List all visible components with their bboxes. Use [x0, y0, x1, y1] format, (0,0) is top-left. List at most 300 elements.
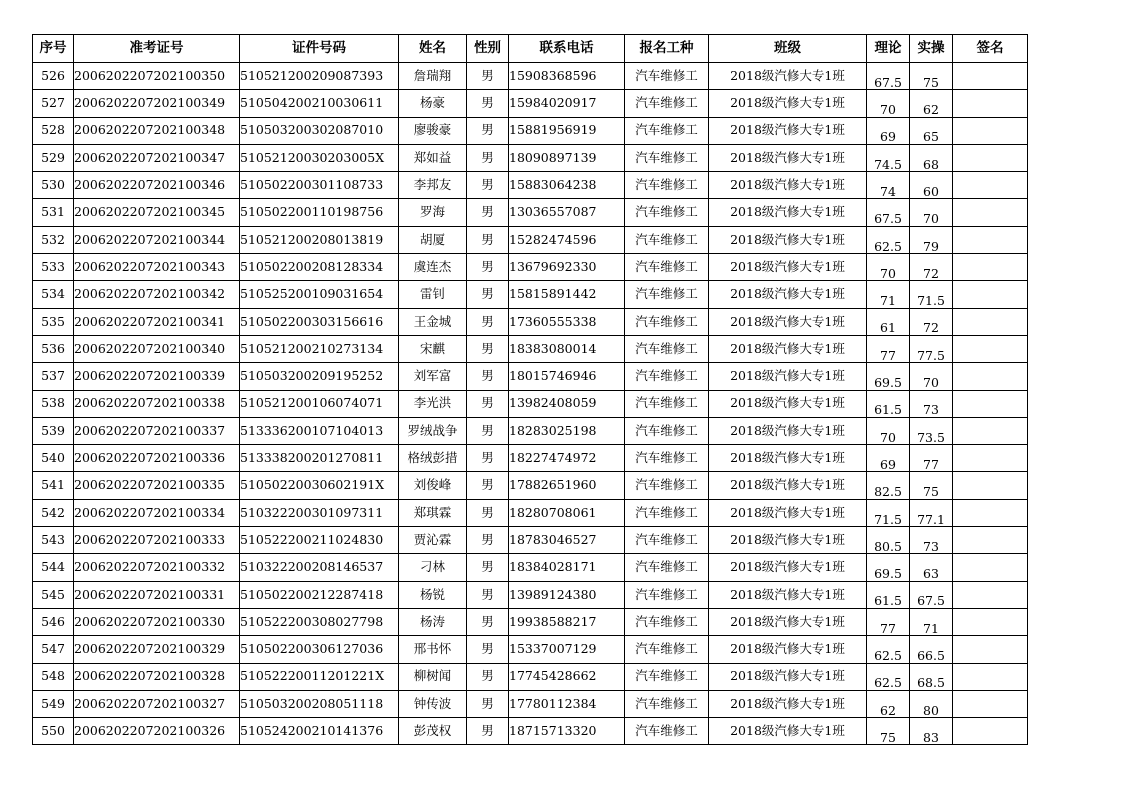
cell-phone: 15815891442 — [509, 281, 625, 308]
header-gender: 性别 — [467, 35, 509, 63]
table-row — [33, 363, 1028, 390]
cell-practice: 68 — [910, 144, 953, 171]
cell-practice: 60 — [910, 172, 953, 199]
cell-gender: 男 — [467, 554, 509, 581]
cell-name: 贾沁霖 — [399, 527, 467, 554]
cell-id-no: 510525200109031654 — [240, 281, 399, 308]
cell-id-no: 510502200208128334 — [240, 254, 399, 281]
header-signature: 签名 — [953, 35, 1028, 63]
cell-seq: 531 — [33, 199, 74, 226]
cell-exam-no: 2006202207202100348 — [74, 117, 240, 144]
cell-phone: 18283025198 — [509, 417, 625, 444]
cell-name: 虞连杰 — [399, 254, 467, 281]
cell-signature — [953, 199, 1028, 226]
cell-signature — [953, 226, 1028, 253]
cell-name: 李光洪 — [399, 390, 467, 417]
header-phone: 联系电话 — [509, 35, 625, 63]
cell-class: 2018级汽修大专1班 — [709, 445, 867, 472]
cell-name: 宋麒 — [399, 335, 467, 362]
cell-trade: 汽车维修工 — [625, 226, 709, 253]
cell-practice: 77.1 — [910, 499, 953, 526]
cell-trade: 汽车维修工 — [625, 663, 709, 690]
cell-signature — [953, 581, 1028, 608]
cell-seq: 533 — [33, 254, 74, 281]
cell-gender: 男 — [467, 527, 509, 554]
exam-roster-table — [32, 34, 1028, 745]
table-row — [33, 417, 1028, 444]
cell-exam-no: 2006202207202100339 — [74, 363, 240, 390]
cell-id-no: 510502200110198756 — [240, 199, 399, 226]
cell-phone: 15337007129 — [509, 636, 625, 663]
cell-gender: 男 — [467, 63, 509, 90]
cell-theory: 62.5 — [867, 226, 910, 253]
cell-class: 2018级汽修大专1班 — [709, 335, 867, 362]
cell-id-no: 510522200308027798 — [240, 608, 399, 635]
cell-practice: 71 — [910, 608, 953, 635]
cell-practice: 73.5 — [910, 417, 953, 444]
table-row — [33, 527, 1028, 554]
cell-phone: 19938588217 — [509, 608, 625, 635]
cell-theory: 62.5 — [867, 663, 910, 690]
cell-name: 柳树闻 — [399, 663, 467, 690]
cell-phone: 18715713320 — [509, 718, 625, 745]
cell-exam-no: 2006202207202100326 — [74, 718, 240, 745]
cell-phone: 15883064238 — [509, 172, 625, 199]
cell-signature — [953, 554, 1028, 581]
cell-seq: 535 — [33, 308, 74, 335]
cell-phone: 17360555338 — [509, 308, 625, 335]
cell-gender: 男 — [467, 636, 509, 663]
cell-trade: 汽车维修工 — [625, 636, 709, 663]
cell-signature — [953, 690, 1028, 717]
cell-seq: 548 — [33, 663, 74, 690]
cell-phone: 18783046527 — [509, 527, 625, 554]
cell-gender: 男 — [467, 172, 509, 199]
cell-trade: 汽车维修工 — [625, 335, 709, 362]
cell-name: 詹瑞翔 — [399, 63, 467, 90]
cell-id-no: 51052120030203005X — [240, 144, 399, 171]
cell-practice: 70 — [910, 363, 953, 390]
cell-class: 2018级汽修大专1班 — [709, 308, 867, 335]
cell-seq: 542 — [33, 499, 74, 526]
cell-exam-no: 2006202207202100343 — [74, 254, 240, 281]
cell-theory: 77 — [867, 608, 910, 635]
cell-class: 2018级汽修大专1班 — [709, 581, 867, 608]
cell-signature — [953, 308, 1028, 335]
cell-exam-no: 2006202207202100330 — [74, 608, 240, 635]
cell-signature — [953, 417, 1028, 444]
header-exam-no: 准考证号 — [74, 35, 240, 63]
cell-theory: 67.5 — [867, 63, 910, 90]
cell-name: 杨涛 — [399, 608, 467, 635]
cell-practice: 63 — [910, 554, 953, 581]
cell-class: 2018级汽修大专1班 — [709, 417, 867, 444]
cell-class: 2018级汽修大专1班 — [709, 226, 867, 253]
cell-signature — [953, 254, 1028, 281]
cell-class: 2018级汽修大专1班 — [709, 608, 867, 635]
cell-name: 郑如益 — [399, 144, 467, 171]
cell-trade: 汽车维修工 — [625, 144, 709, 171]
cell-id-no: 51052220011201221X — [240, 663, 399, 690]
cell-name: 刘军富 — [399, 363, 467, 390]
cell-exam-no: 2006202207202100337 — [74, 417, 240, 444]
table-row — [33, 554, 1028, 581]
cell-seq: 536 — [33, 335, 74, 362]
cell-theory: 71 — [867, 281, 910, 308]
cell-trade: 汽车维修工 — [625, 172, 709, 199]
cell-name: 彭茂权 — [399, 718, 467, 745]
cell-seq: 529 — [33, 144, 74, 171]
cell-gender: 男 — [467, 199, 509, 226]
table-row — [33, 581, 1028, 608]
cell-gender: 男 — [467, 335, 509, 362]
cell-name: 罗绒战争 — [399, 417, 467, 444]
cell-practice: 77.5 — [910, 335, 953, 362]
cell-gender: 男 — [467, 117, 509, 144]
table-row — [33, 718, 1028, 745]
cell-phone: 13989124380 — [509, 581, 625, 608]
cell-gender: 男 — [467, 499, 509, 526]
cell-id-no: 513338200201270811 — [240, 445, 399, 472]
cell-name: 胡厦 — [399, 226, 467, 253]
cell-class: 2018级汽修大专1班 — [709, 172, 867, 199]
cell-class: 2018级汽修大专1班 — [709, 199, 867, 226]
cell-trade: 汽车维修工 — [625, 554, 709, 581]
cell-practice: 65 — [910, 117, 953, 144]
cell-practice: 70 — [910, 199, 953, 226]
cell-signature — [953, 335, 1028, 362]
cell-seq: 550 — [33, 718, 74, 745]
cell-practice: 73 — [910, 527, 953, 554]
cell-id-no: 510521200210273134 — [240, 335, 399, 362]
cell-class: 2018级汽修大专1班 — [709, 527, 867, 554]
cell-gender: 男 — [467, 144, 509, 171]
cell-id-no: 510503200208051118 — [240, 690, 399, 717]
cell-signature — [953, 281, 1028, 308]
cell-name: 雷钊 — [399, 281, 467, 308]
cell-id-no: 513336200107104013 — [240, 417, 399, 444]
cell-class: 2018级汽修大专1班 — [709, 90, 867, 117]
cell-theory: 74.5 — [867, 144, 910, 171]
cell-phone: 15881956919 — [509, 117, 625, 144]
cell-seq: 541 — [33, 472, 74, 499]
table-row — [33, 636, 1028, 663]
cell-exam-no: 2006202207202100328 — [74, 663, 240, 690]
header-trade: 报名工种 — [625, 35, 709, 63]
cell-gender: 男 — [467, 90, 509, 117]
cell-seq: 545 — [33, 581, 74, 608]
cell-id-no: 510322200301097311 — [240, 499, 399, 526]
cell-trade: 汽车维修工 — [625, 417, 709, 444]
cell-id-no: 510502200303156616 — [240, 308, 399, 335]
header-name: 姓名 — [399, 35, 467, 63]
cell-class: 2018级汽修大专1班 — [709, 117, 867, 144]
cell-name: 刁林 — [399, 554, 467, 581]
cell-id-no: 510502200301108733 — [240, 172, 399, 199]
header-theory: 理论 — [867, 35, 910, 63]
cell-class: 2018级汽修大专1班 — [709, 390, 867, 417]
cell-trade: 汽车维修工 — [625, 690, 709, 717]
cell-signature — [953, 117, 1028, 144]
table-row — [33, 690, 1028, 717]
cell-trade: 汽车维修工 — [625, 581, 709, 608]
table-row — [33, 499, 1028, 526]
cell-phone: 15984020917 — [509, 90, 625, 117]
cell-id-no: 510502200306127036 — [240, 636, 399, 663]
cell-seq: 537 — [33, 363, 74, 390]
cell-theory: 69 — [867, 445, 910, 472]
cell-theory: 62 — [867, 690, 910, 717]
cell-exam-no: 2006202207202100346 — [74, 172, 240, 199]
cell-trade: 汽车维修工 — [625, 281, 709, 308]
cell-exam-no: 2006202207202100344 — [74, 226, 240, 253]
cell-phone: 17745428662 — [509, 663, 625, 690]
table-row — [33, 172, 1028, 199]
header-class: 班级 — [709, 35, 867, 63]
cell-seq: 539 — [33, 417, 74, 444]
table-row — [33, 308, 1028, 335]
cell-gender: 男 — [467, 390, 509, 417]
cell-seq: 534 — [33, 281, 74, 308]
cell-class: 2018级汽修大专1班 — [709, 718, 867, 745]
cell-theory: 70 — [867, 90, 910, 117]
cell-id-no: 510521200208013819 — [240, 226, 399, 253]
cell-trade: 汽车维修工 — [625, 445, 709, 472]
table-row — [33, 663, 1028, 690]
table-row — [33, 90, 1028, 117]
cell-phone: 15282474596 — [509, 226, 625, 253]
cell-exam-no: 2006202207202100334 — [74, 499, 240, 526]
cell-id-no: 510503200209195252 — [240, 363, 399, 390]
cell-name: 格绒彭措 — [399, 445, 467, 472]
cell-gender: 男 — [467, 363, 509, 390]
cell-trade: 汽车维修工 — [625, 363, 709, 390]
cell-trade: 汽车维修工 — [625, 472, 709, 499]
cell-phone: 13679692330 — [509, 254, 625, 281]
cell-practice: 67.5 — [910, 581, 953, 608]
cell-exam-no: 2006202207202100349 — [74, 90, 240, 117]
cell-seq: 538 — [33, 390, 74, 417]
cell-signature — [953, 363, 1028, 390]
cell-practice: 62 — [910, 90, 953, 117]
cell-trade: 汽车维修工 — [625, 117, 709, 144]
cell-class: 2018级汽修大专1班 — [709, 144, 867, 171]
table-row — [33, 226, 1028, 253]
cell-signature — [953, 472, 1028, 499]
cell-exam-no: 2006202207202100332 — [74, 554, 240, 581]
cell-id-no: 51050220030602191X — [240, 472, 399, 499]
cell-phone: 13982408059 — [509, 390, 625, 417]
table-row — [33, 63, 1028, 90]
cell-signature — [953, 90, 1028, 117]
cell-gender: 男 — [467, 472, 509, 499]
cell-practice: 72 — [910, 308, 953, 335]
cell-phone: 15908368596 — [509, 63, 625, 90]
cell-theory: 67.5 — [867, 199, 910, 226]
cell-seq: 527 — [33, 90, 74, 117]
cell-theory: 82.5 — [867, 472, 910, 499]
table-row — [33, 608, 1028, 635]
cell-phone: 17882651960 — [509, 472, 625, 499]
cell-class: 2018级汽修大专1班 — [709, 363, 867, 390]
cell-class: 2018级汽修大专1班 — [709, 472, 867, 499]
cell-signature — [953, 527, 1028, 554]
cell-theory: 69.5 — [867, 554, 910, 581]
cell-name: 邢书怀 — [399, 636, 467, 663]
cell-theory: 80.5 — [867, 527, 910, 554]
cell-trade: 汽车维修工 — [625, 527, 709, 554]
cell-trade: 汽车维修工 — [625, 608, 709, 635]
cell-practice: 75 — [910, 472, 953, 499]
cell-gender: 男 — [467, 254, 509, 281]
cell-seq: 530 — [33, 172, 74, 199]
cell-theory: 69 — [867, 117, 910, 144]
cell-practice: 77 — [910, 445, 953, 472]
cell-name: 罗海 — [399, 199, 467, 226]
cell-trade: 汽车维修工 — [625, 718, 709, 745]
table-row — [33, 254, 1028, 281]
cell-gender: 男 — [467, 718, 509, 745]
table-row — [33, 445, 1028, 472]
cell-gender: 男 — [467, 308, 509, 335]
cell-gender: 男 — [467, 226, 509, 253]
cell-gender: 男 — [467, 445, 509, 472]
cell-class: 2018级汽修大专1班 — [709, 690, 867, 717]
table-row — [33, 199, 1028, 226]
cell-exam-no: 2006202207202100345 — [74, 199, 240, 226]
cell-exam-no: 2006202207202100350 — [74, 63, 240, 90]
cell-seq: 546 — [33, 608, 74, 635]
cell-id-no: 510322200208146537 — [240, 554, 399, 581]
cell-signature — [953, 499, 1028, 526]
cell-theory: 70 — [867, 254, 910, 281]
cell-gender: 男 — [467, 690, 509, 717]
cell-exam-no: 2006202207202100338 — [74, 390, 240, 417]
cell-trade: 汽车维修工 — [625, 199, 709, 226]
cell-exam-no: 2006202207202100336 — [74, 445, 240, 472]
cell-practice: 83 — [910, 718, 953, 745]
cell-id-no: 510524200210141376 — [240, 718, 399, 745]
cell-gender: 男 — [467, 663, 509, 690]
cell-phone: 18383080014 — [509, 335, 625, 362]
cell-name: 郑琪霖 — [399, 499, 467, 526]
cell-practice: 68.5 — [910, 663, 953, 690]
cell-signature — [953, 445, 1028, 472]
cell-phone: 18090897139 — [509, 144, 625, 171]
cell-name: 廖骏豪 — [399, 117, 467, 144]
cell-name: 刘俊峰 — [399, 472, 467, 499]
cell-gender: 男 — [467, 581, 509, 608]
cell-signature — [953, 663, 1028, 690]
cell-exam-no: 2006202207202100335 — [74, 472, 240, 499]
cell-id-no: 510503200302087010 — [240, 117, 399, 144]
cell-signature — [953, 718, 1028, 745]
cell-theory: 69.5 — [867, 363, 910, 390]
cell-signature — [953, 608, 1028, 635]
table-row — [33, 117, 1028, 144]
cell-class: 2018级汽修大专1班 — [709, 499, 867, 526]
cell-practice: 80 — [910, 690, 953, 717]
cell-theory: 61.5 — [867, 390, 910, 417]
header-seq: 序号 — [33, 35, 74, 63]
cell-exam-no: 2006202207202100342 — [74, 281, 240, 308]
cell-theory: 74 — [867, 172, 910, 199]
cell-exam-no: 2006202207202100331 — [74, 581, 240, 608]
cell-practice: 79 — [910, 226, 953, 253]
cell-signature — [953, 172, 1028, 199]
cell-id-no: 510521200106074071 — [240, 390, 399, 417]
cell-trade: 汽车维修工 — [625, 308, 709, 335]
header-practice: 实操 — [910, 35, 953, 63]
cell-class: 2018级汽修大专1班 — [709, 636, 867, 663]
cell-seq: 526 — [33, 63, 74, 90]
cell-class: 2018级汽修大专1班 — [709, 554, 867, 581]
cell-theory: 61.5 — [867, 581, 910, 608]
cell-name: 杨锐 — [399, 581, 467, 608]
cell-phone: 18280708061 — [509, 499, 625, 526]
cell-seq: 547 — [33, 636, 74, 663]
cell-seq: 528 — [33, 117, 74, 144]
cell-practice: 73 — [910, 390, 953, 417]
table-row — [33, 335, 1028, 362]
cell-phone: 18384028171 — [509, 554, 625, 581]
cell-signature — [953, 63, 1028, 90]
cell-class: 2018级汽修大专1班 — [709, 63, 867, 90]
cell-exam-no: 2006202207202100327 — [74, 690, 240, 717]
cell-practice: 66.5 — [910, 636, 953, 663]
cell-name: 李邦友 — [399, 172, 467, 199]
cell-id-no: 510522200211024830 — [240, 527, 399, 554]
cell-class: 2018级汽修大专1班 — [709, 663, 867, 690]
cell-name: 杨豪 — [399, 90, 467, 117]
cell-exam-no: 2006202207202100329 — [74, 636, 240, 663]
cell-phone: 18227474972 — [509, 445, 625, 472]
cell-seq: 549 — [33, 690, 74, 717]
cell-phone: 18015746946 — [509, 363, 625, 390]
cell-name: 王金城 — [399, 308, 467, 335]
cell-trade: 汽车维修工 — [625, 90, 709, 117]
cell-exam-no: 2006202207202100340 — [74, 335, 240, 362]
cell-trade: 汽车维修工 — [625, 499, 709, 526]
cell-id-no: 510502200212287418 — [240, 581, 399, 608]
cell-id-no: 510521200209087393 — [240, 63, 399, 90]
cell-theory: 71.5 — [867, 499, 910, 526]
header-id-no: 证件号码 — [240, 35, 399, 63]
cell-class: 2018级汽修大专1班 — [709, 254, 867, 281]
cell-theory: 77 — [867, 335, 910, 362]
table-row — [33, 472, 1028, 499]
cell-class: 2018级汽修大专1班 — [709, 281, 867, 308]
cell-gender: 男 — [467, 417, 509, 444]
cell-gender: 男 — [467, 281, 509, 308]
cell-theory: 70 — [867, 417, 910, 444]
cell-seq: 543 — [33, 527, 74, 554]
cell-phone: 17780112384 — [509, 690, 625, 717]
cell-name: 钟传波 — [399, 690, 467, 717]
table-row — [33, 281, 1028, 308]
cell-seq: 544 — [33, 554, 74, 581]
roster-body — [33, 63, 1028, 745]
cell-signature — [953, 144, 1028, 171]
cell-theory: 75 — [867, 718, 910, 745]
table-row — [33, 390, 1028, 417]
cell-practice: 72 — [910, 254, 953, 281]
cell-theory: 62.5 — [867, 636, 910, 663]
cell-signature — [953, 390, 1028, 417]
table-row — [33, 144, 1028, 171]
cell-exam-no: 2006202207202100347 — [74, 144, 240, 171]
cell-signature — [953, 636, 1028, 663]
